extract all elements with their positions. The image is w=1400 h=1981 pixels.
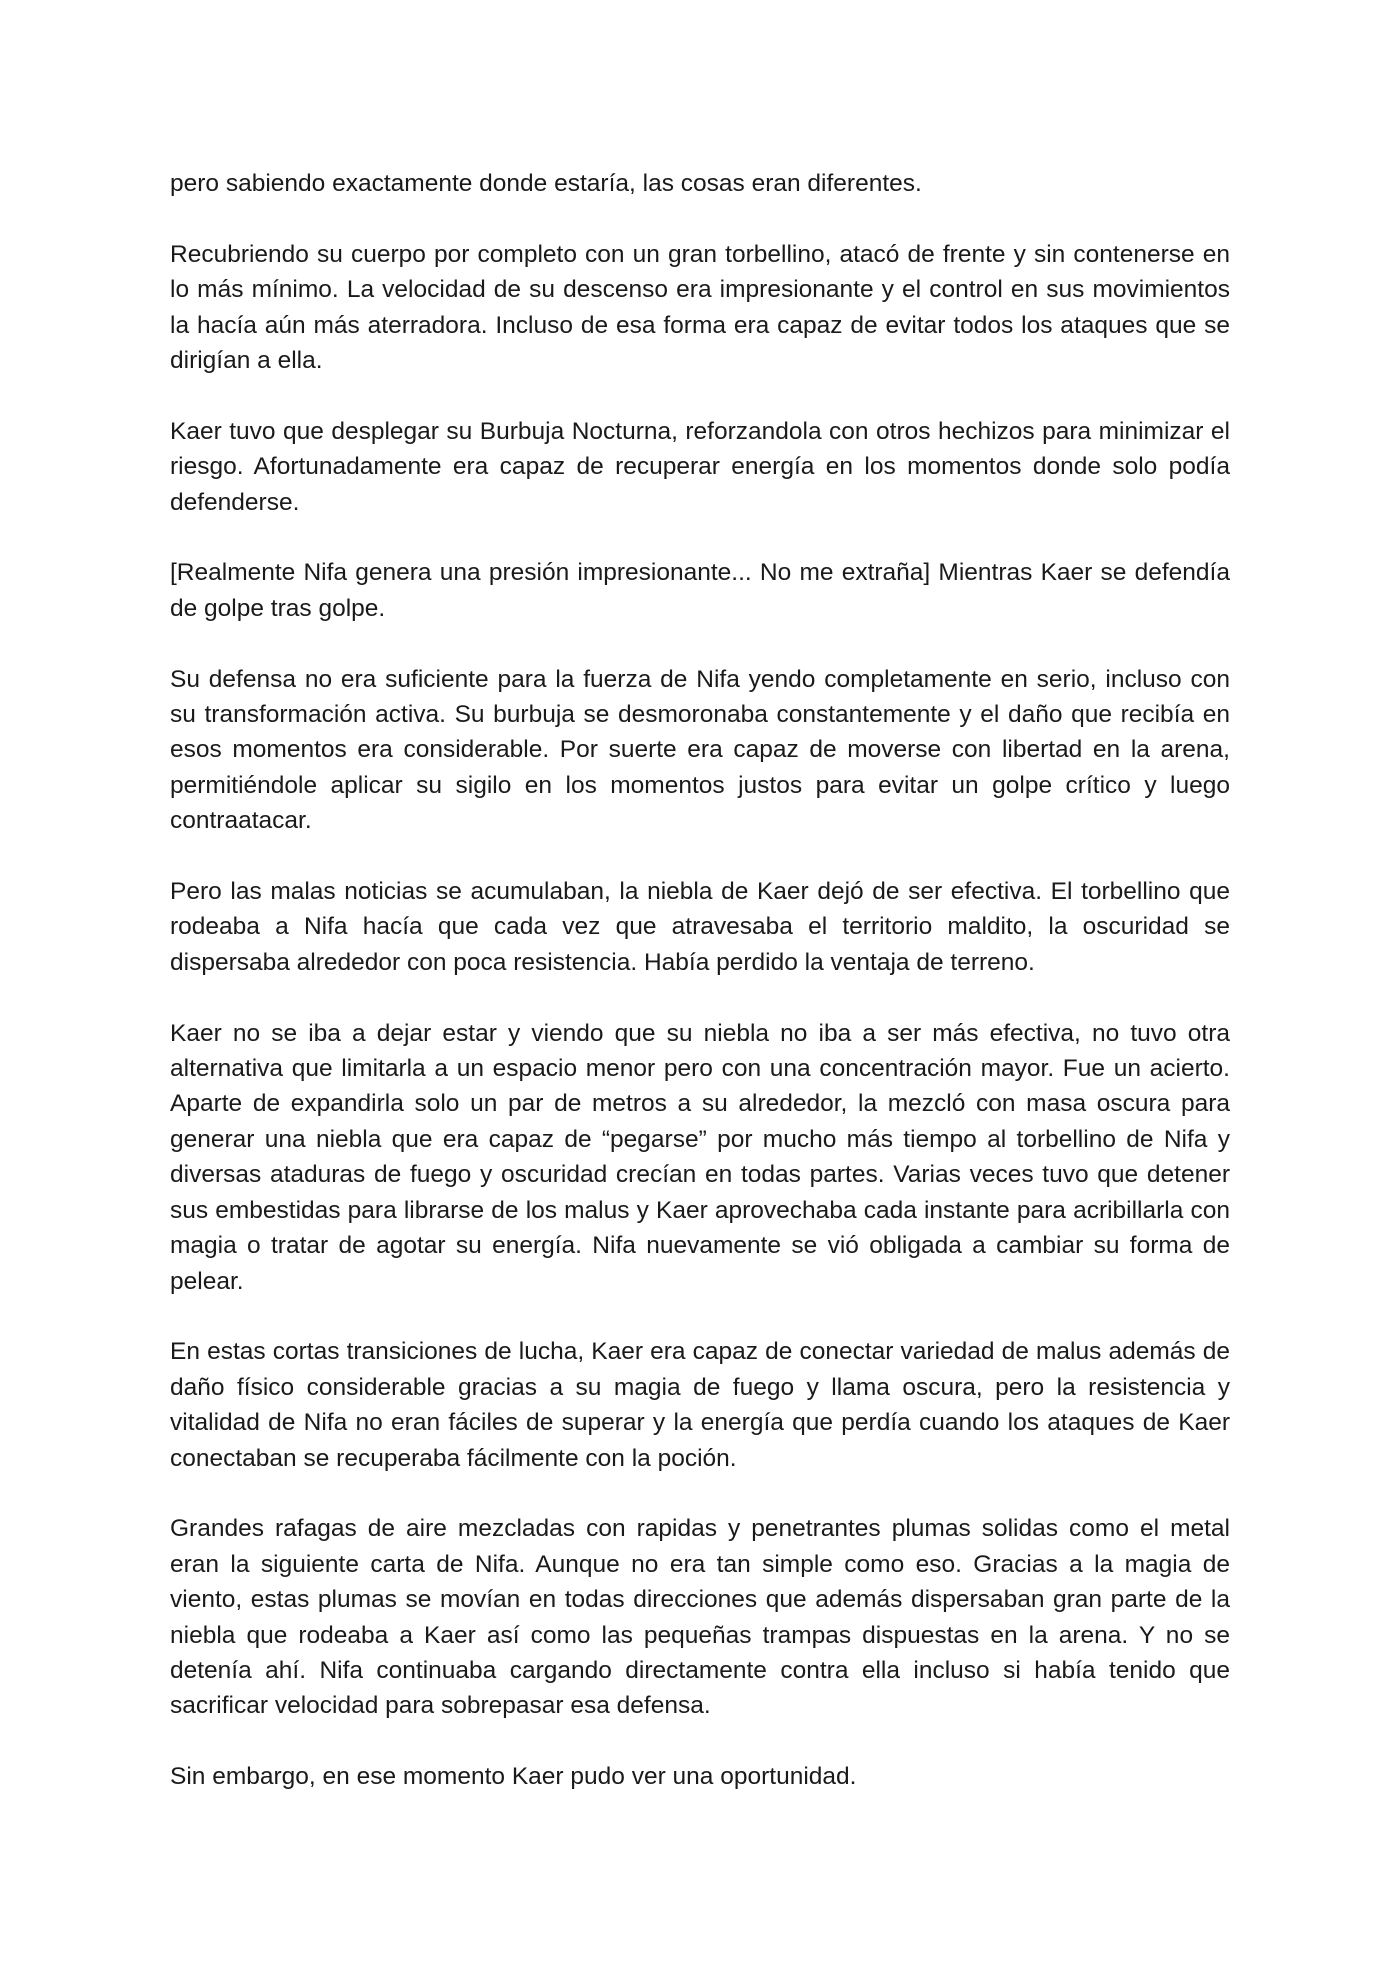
paragraph-10: Sin embargo, en ese momento Kaer pudo ver una oportunidad. [170,1763,857,1791]
paragraph-7: Kaer no se iba a dejar estar y viendo que su niebla no iba a ser más efectiva, no tuvo otra alternativa que limitarla a un espacio menor pero con una concentración mayor. Fue un acierto. Aparte de expandirla solo un par de metros a su alrededor, la mezcló con masa oscura para generar una niebla que era capaz de “pegarse” por mucho más tiempo al torbellino de Nifa y diversas ataduras de fuego y oscuridad crecían en todas partes. Varias veces tuvo que detener sus embestidas para librarse de los malus y Kaer aprovechaba cada instante para acribillarla con magia o tratar de agotar su energía. Nifa nuevamente se vió obligada a cambiar su forma de pelear. [170,1019,1230,1295]
paragraph-3: Kaer tuvo que desplegar su Burbuja Nocturna, reforzandola con otros hechizos para minimizar el riesgo. Afortunadamente era capaz de recuperar energía en los momentos donde solo podía defenderse. [170,417,1230,516]
paragraph-1: pero sabiendo exactamente donde estaría, las cosas eran diferentes. [170,170,922,197]
paragraph-8: En estas cortas transiciones de lucha, Kaer era capaz de conectar variedad de malus además de daño físico considerable gracias a su magia de fuego y llama oscura, pero la resistencia y vitalidad de Nifa no eran fáciles de superar y la energía que perdía cuando los ataques de Kaer conectaban se recuperaba fácilmente con la poción. [170,1338,1230,1472]
paragraph-4: [Realmente Nifa genera una presión impresionante... No me extraña] Mientras Kaer se defendía de golpe tras golpe. [170,559,1230,622]
paragraph-9: Grandes rafagas de aire mezcladas con rapidas y penetrantes plumas solidas como el metal eran la siguiente carta de Nifa. Aunque no era tan simple como eso. Gracias a la magia de viento, estas plumas se movían en todas direcciones que además dispersaban gran parte de la niebla que rodeaba a Kaer así como las pequeñas trampas dispuestas en la arena. Y no se detenía ahí. Nifa continuaba cargando directamente contra ella incluso si había tenido que sacrificar velocidad para sobrepasar esa defensa. [170,1515,1230,1720]
paragraph-6: Pero las malas noticias se acumulaban, la niebla de Kaer dejó de ser efectiva. El torbellino que rodeaba a Nifa hacía que cada vez que atravesaba el territorio maldito, la oscuridad se dispersaba alrededor con poca resistencia. Había perdido la ventaja de terreno. [170,878,1230,976]
paragraph-2: Recubriendo su cuerpo por completo con un gran torbellino, atacó de frente y sin contenerse en lo más mínimo. La velocidad de su descenso era impresionante y el control en sus movimientos la hacía aún más aterradora. Incluso de esa forma era capaz de evitar todos los ataques que se dirigían a ella. [170,240,1230,375]
paragraph-5: Su defensa no era suficiente para la fuerza de Nifa yendo completamente en serio, incluso con su transformación activa. Su burbuja se desmoronaba constantemente y el daño que recibía en esos momentos era considerable. Por suerte era capaz de moverse con libertad en la arena, permitiéndole aplicar su sigilo en los momentos justos para evitar un golpe crítico y luego contraatacar. [170,665,1230,835]
document-body [170,166,1230,1795]
